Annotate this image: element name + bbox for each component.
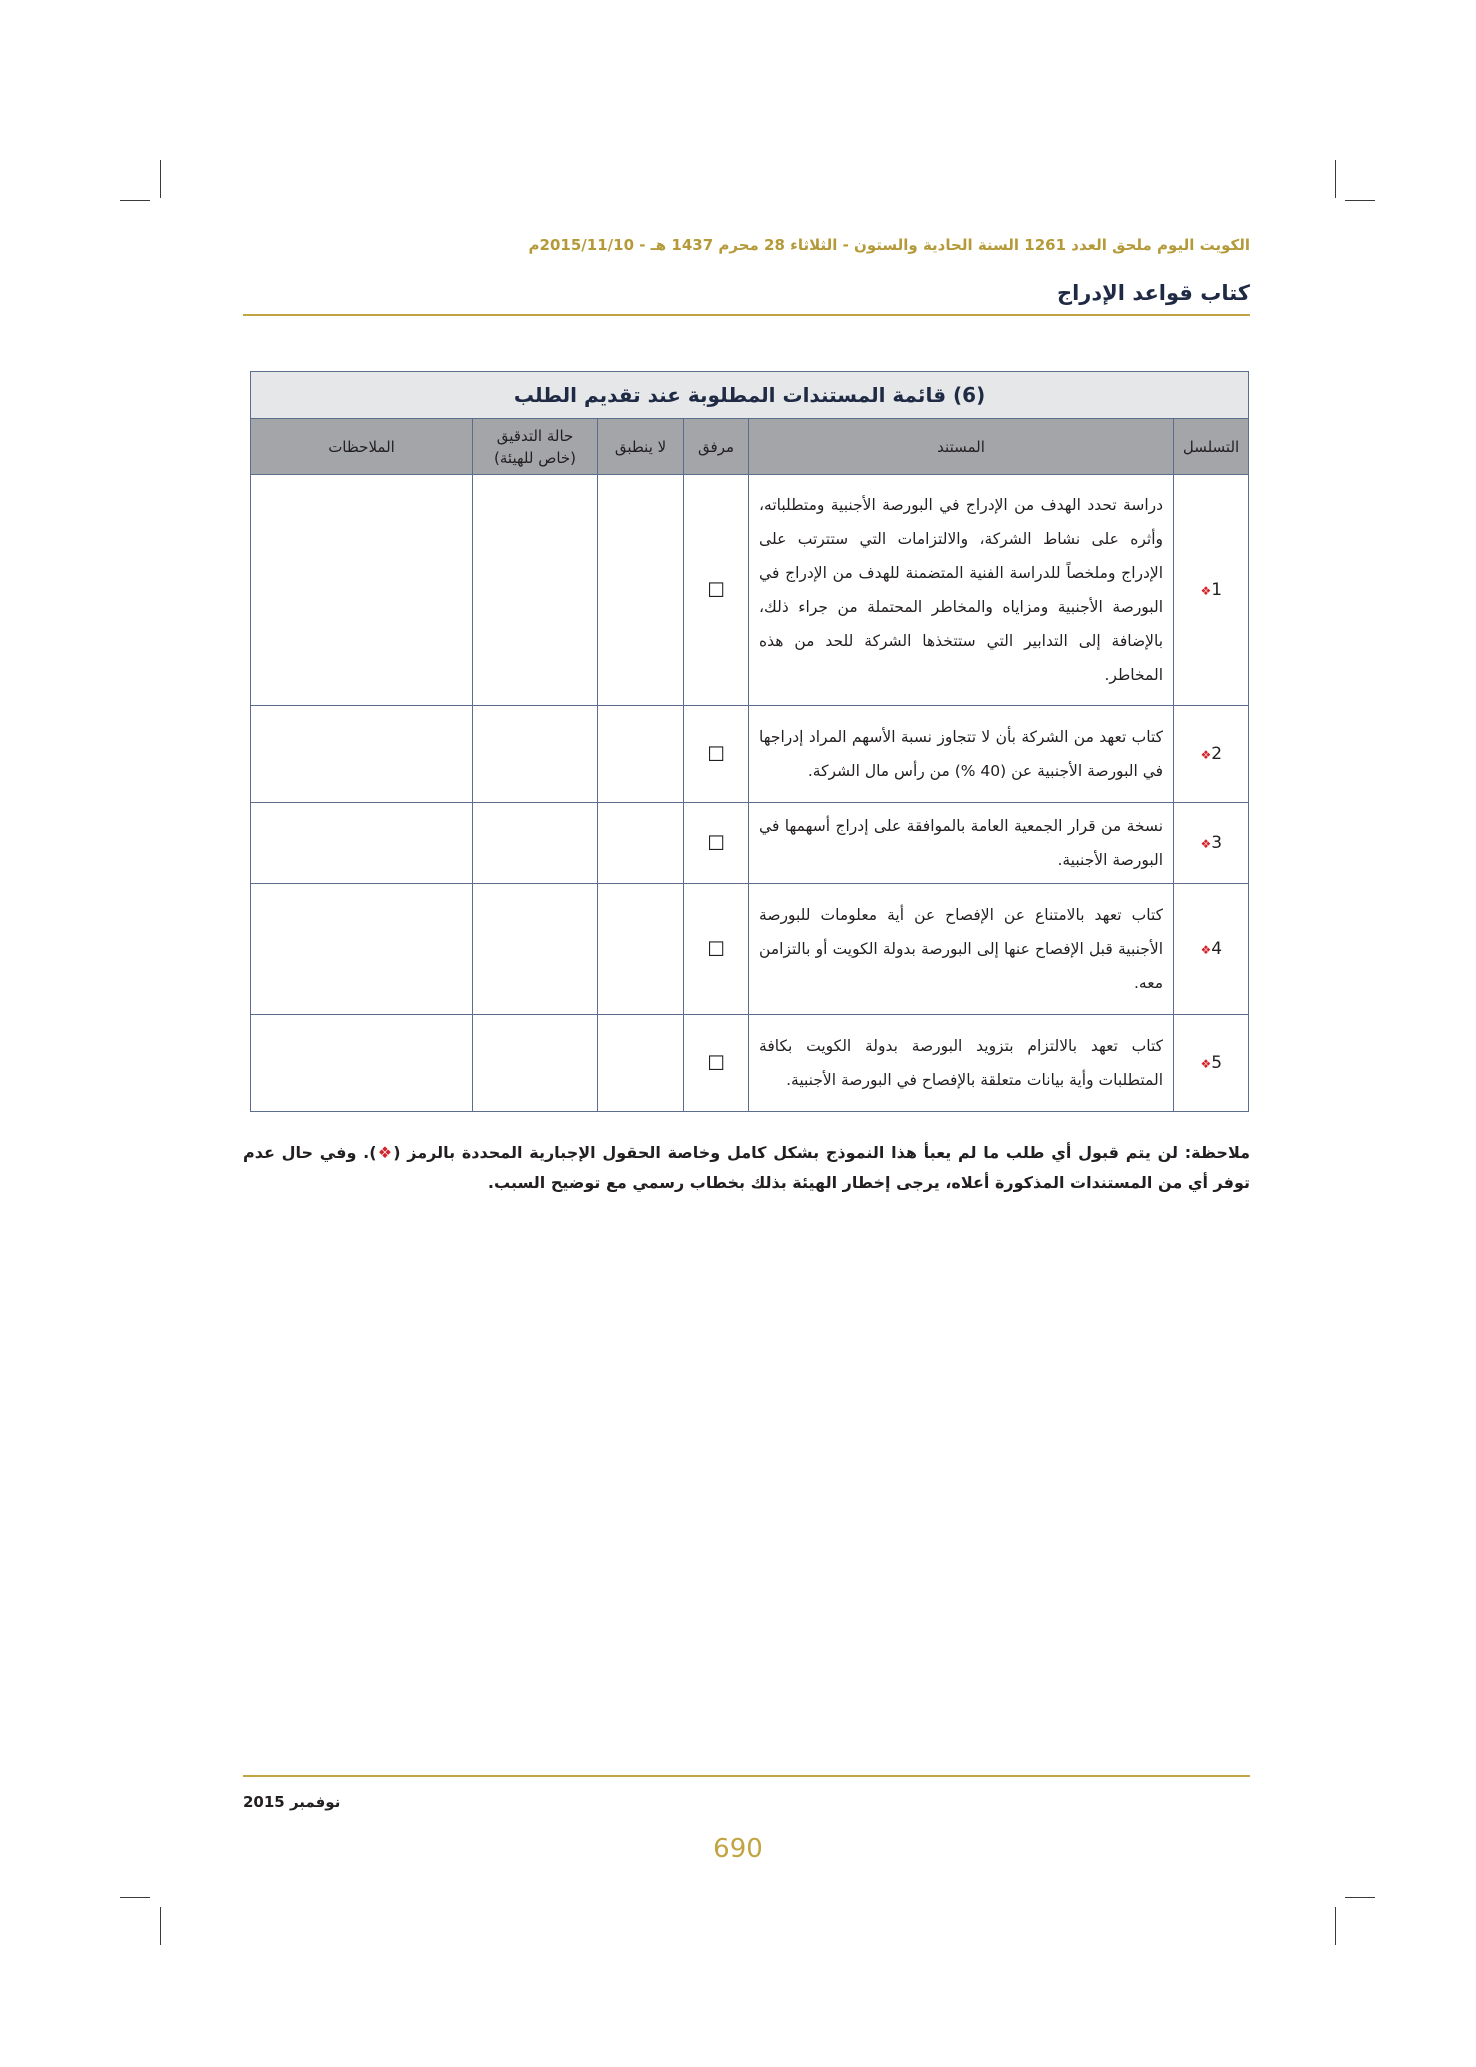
mandatory-mark-icon: ❖ [1200,583,1212,598]
row-document-text: دراسة تحدد الهدف من الإدراج في البورصة الأجنبية ومتطلباته، وأثره على نشاط الشركة، والالتزامات التي ستترتب على الإدراج وملخصاً للدراسة الفنية المتضمنة للهدف من الإدراج في البورصة الأجنبية ومزاياه والمخاطر المحتملة من جراء ذلك، بالإضافة إلى التدابير التي ستتخذها الشركة للحد من هذه المخاطر. [749,475,1174,706]
crop-mark [1345,1897,1375,1898]
column-header-attached: مرفق [684,419,749,475]
gazette-header-line: الكويت اليوم ملحق العدد 1261 السنة الحادية والستون - الثلاثاء 28 محرم 1437 هـ - 2015/11/10م [528,236,1250,254]
column-header-notes: الملاحظات [251,419,473,475]
mandatory-mark-icon: ❖ [1200,836,1212,851]
notes-cell[interactable] [251,803,473,884]
crop-mark [160,1907,161,1945]
row-seq [1174,803,1249,884]
audit-status-cell[interactable] [473,475,598,706]
crop-mark [120,200,150,201]
row-seq-number: 5 [1211,1052,1223,1073]
row-document-text: نسخة من قرار الجمعية العامة بالموافقة على إدراج أسهمها في البورصة الأجنبية. [749,803,1174,884]
crop-mark [1335,1907,1336,1945]
column-header-seq: التسلسل [1174,419,1249,475]
book-title: كتاب قواعد الإدراج [1056,281,1250,305]
row-seq-number: 1 [1211,579,1223,600]
audit-status-sublabel: (خاص للهيئة) [494,448,577,467]
audit-status-cell[interactable] [473,706,598,803]
not-applicable-cell[interactable] [598,475,684,706]
row-seq [1174,884,1249,1015]
row-seq [1174,475,1249,706]
mandatory-mark-icon: ❖ [1200,942,1212,957]
attached-checkbox[interactable]: ☐ [684,475,749,706]
mandatory-mark-icon: ❖ [1200,747,1212,762]
footer-rule [243,1775,1250,1777]
row-document-text: كتاب تعهد بالالتزام بتزويد البورصة بدولة الكويت بكافة المتطلبات وأية بيانات متعلقة بالإفصاح في البورصة الأجنبية. [749,1015,1174,1112]
row-seq [1174,1015,1249,1112]
note-paragraph [243,1138,1250,1198]
required-documents-table [250,371,1249,1112]
column-header-not-applicable: لا ينطبق [598,419,684,475]
row-seq-number: 4 [1211,938,1223,959]
notes-cell[interactable] [251,475,473,706]
attached-checkbox[interactable]: ☐ [684,706,749,803]
row-seq [1174,706,1249,803]
not-applicable-cell[interactable] [598,803,684,884]
not-applicable-cell[interactable] [598,1015,684,1112]
crop-mark [120,1897,150,1898]
note-text-start: ملاحظة: لن يتم قبول أي طلب ما لم يعبأ هذا النموذج بشكل كامل وخاصة الحقول الإجبارية المحددة بالرمز ( [393,1143,1250,1162]
notes-cell[interactable] [251,884,473,1015]
row-seq-number: 3 [1211,832,1223,853]
footer-date: نوفمبر 2015 [243,1793,341,1811]
mandatory-symbol-icon: ❖ [376,1143,394,1162]
crop-mark [160,160,161,198]
audit-status-cell[interactable] [473,884,598,1015]
audit-status-label: حالة التدقيق [496,426,574,445]
row-seq-number: 2 [1211,743,1223,764]
table-row [251,803,1249,884]
attached-checkbox[interactable]: ☐ [684,884,749,1015]
audit-status-cell[interactable] [473,1015,598,1112]
crop-mark [1335,160,1336,198]
header-rule [243,314,1250,316]
attached-checkbox[interactable]: ☐ [684,803,749,884]
page-number: 690 [713,1834,763,1864]
column-header-audit-status [473,419,598,475]
audit-status-cell[interactable] [473,803,598,884]
note-text-end: ). وفي حال عدم توفر أي من المستندات المذكورة أعلاه، يرجى إخطار الهيئة بذلك بخطاب رسمي مع توضيح السبب. [243,1143,1250,1192]
notes-cell[interactable] [251,706,473,803]
table-row [251,1015,1249,1112]
column-header-document: المستند [749,419,1174,475]
notes-cell[interactable] [251,1015,473,1112]
not-applicable-cell[interactable] [598,884,684,1015]
crop-mark [1345,200,1375,201]
attached-checkbox[interactable]: ☐ [684,1015,749,1112]
row-document-text: كتاب تعهد بالامتناع عن الإفصاح عن أية معلومات للبورصة الأجنبية قبل الإفصاح عنها إلى البورصة بدولة الكويت أو بالتزامن معه. [749,884,1174,1015]
table-row [251,475,1249,706]
table-row [251,706,1249,803]
row-document-text: كتاب تعهد من الشركة بأن لا تتجاوز نسبة الأسهم المراد إدراجها في البورصة الأجنبية عن (40 %) من رأس مال الشركة. [749,706,1174,803]
table-row [251,884,1249,1015]
not-applicable-cell[interactable] [598,706,684,803]
mandatory-mark-icon: ❖ [1200,1056,1212,1071]
table-title: (6) قائمة المستندات المطلوبة عند تقديم الطلب [251,372,1249,419]
